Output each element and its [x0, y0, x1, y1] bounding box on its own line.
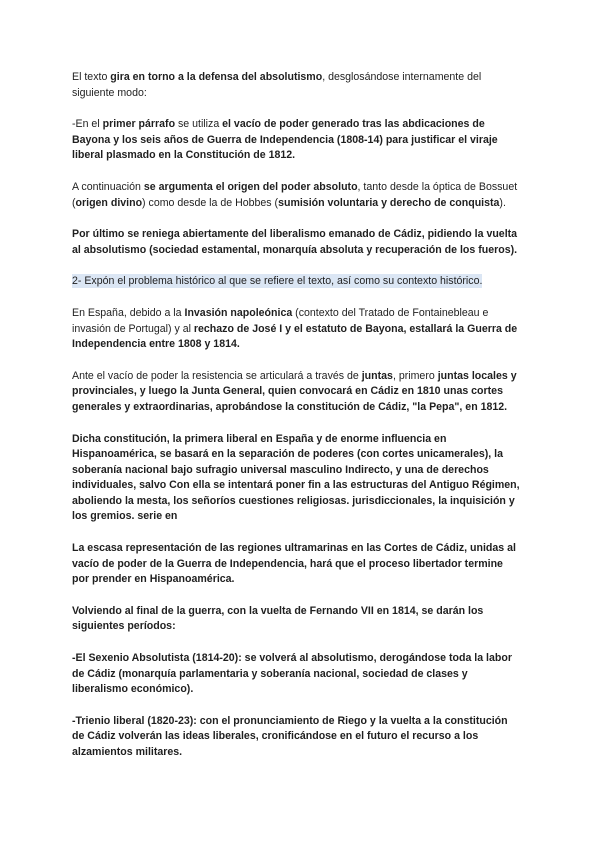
bold-run: -Trienio liberal (1820-23): con el pronunciamiento de Riego y la vuelta a la constitución de Cádiz volverán las ideas liberales, cronificándose en el futuro el recurso a los alzamientos militares. [72, 714, 508, 758]
paragraph-first [72, 117, 522, 164]
paragraph-trienio [72, 714, 522, 761]
text-run: A continuación [72, 180, 144, 193]
text-run: -En el [72, 118, 103, 131]
bold-run: gira en torno a la defensa del absolutismo [110, 71, 323, 83]
paragraph-origin [72, 180, 522, 211]
bold-run: Por último se reniega abiertamente del liberalismo emanado de Cádiz, pidiendo la vuelta al absolutismo (sociedad estamental, monarquía absoluta y recuperación de los fueros). [72, 228, 518, 256]
text-run: , desglosándose internamente del siguiente modo: [72, 71, 482, 99]
document-page [72, 70, 522, 777]
paragraph-return [72, 604, 522, 635]
bold-run: rechazo de José I y el estatuto de Bayona, estallará la Guerra de Independencia entre 1808 y 1814. [72, 322, 518, 351]
paragraph-representation [72, 541, 522, 588]
bold-run: juntas [361, 369, 393, 382]
text-run: El texto [72, 71, 111, 83]
paragraph-sexenio [72, 651, 522, 698]
bold-run: Invasión napoleónica [184, 306, 293, 319]
text-run: se utiliza [175, 118, 223, 131]
text-run: ). [499, 196, 506, 209]
paragraph-constitution [72, 432, 522, 526]
bold-run: primer párrafo [102, 118, 176, 131]
bold-run: el vacío de poder generado tras las abdicaciones de Bayona y los seis años de Guerra de Independencia (1808-14) para justificar el viraje liberal plasmado en la Constitución de 1812. [72, 118, 498, 162]
paragraph-juntas [72, 369, 522, 416]
paragraph-intro [72, 70, 522, 101]
bold-run: origen divino [75, 196, 143, 209]
bold-run: Dicha constitución, la primera liberal en España y de enorme influencia en Hispanoamérica, se basará en la separación de poderes (con cortes unicamerales), la soberanía nacional bajo sufragio universal masculino Indirecto, y una de derechos individuales, salvo Con ella se intentará poner fin a las estructuras del Antiguo Régimen, aboliendo la mesta, los señoríos cuestiones religiosas. jurisdiccionales, la inquisición y los gremios. serie en [72, 432, 520, 523]
question-heading [72, 274, 522, 290]
paragraph-spain [72, 306, 522, 353]
bold-run: juntas locales y provinciales, y luego la Junta General, quien convocará en Cádiz en 1810 unas cortes generales y extraordinarias, aprobándose la constitución de Cádiz, "la Pepa", en 1812. [72, 369, 517, 413]
text-run: En España, debido a la [72, 306, 185, 319]
highlighted-question: 2- Expón el problema histórico al que se refiere el texto, así como su contexto histórico. [72, 275, 483, 288]
text-run: ) como desde la de Hobbes ( [142, 196, 279, 209]
bold-run: se argumenta el origen del poder absoluto [143, 180, 358, 193]
bold-run: Volviendo al final de la guerra, con la vuelta de Fernando VII en 1814, se darán los siguientes períodos: [72, 604, 484, 633]
text-run: , tanto desde la óptica de Bossuet ( [72, 180, 518, 209]
paragraph-last [72, 227, 522, 258]
bold-run: -El Sexenio Absolutista (1814-20): se volverá al absolutismo, derogándose toda la labor de Cádiz (monarquía parlamentaria y soberanía nacional, sociedad de clases y liberalismo económico). [72, 652, 512, 696]
bold-run: La escasa representación de las regiones ultramarinas en las Cortes de Cádiz, unidas al vacío de poder de la Guerra de Independencia, hará que el proceso libertador termine por prender en Hispanoamérica. [72, 542, 516, 586]
text-run: (contexto del Tratado de Fontainebleau e invasión de Portugal) y al [72, 306, 489, 335]
text-run: , primero [392, 369, 438, 382]
bold-run: sumisión voluntaria y derecho de conquista [278, 196, 500, 209]
text-run: Ante el vacío de poder la resistencia se articulará a través de [72, 369, 362, 382]
